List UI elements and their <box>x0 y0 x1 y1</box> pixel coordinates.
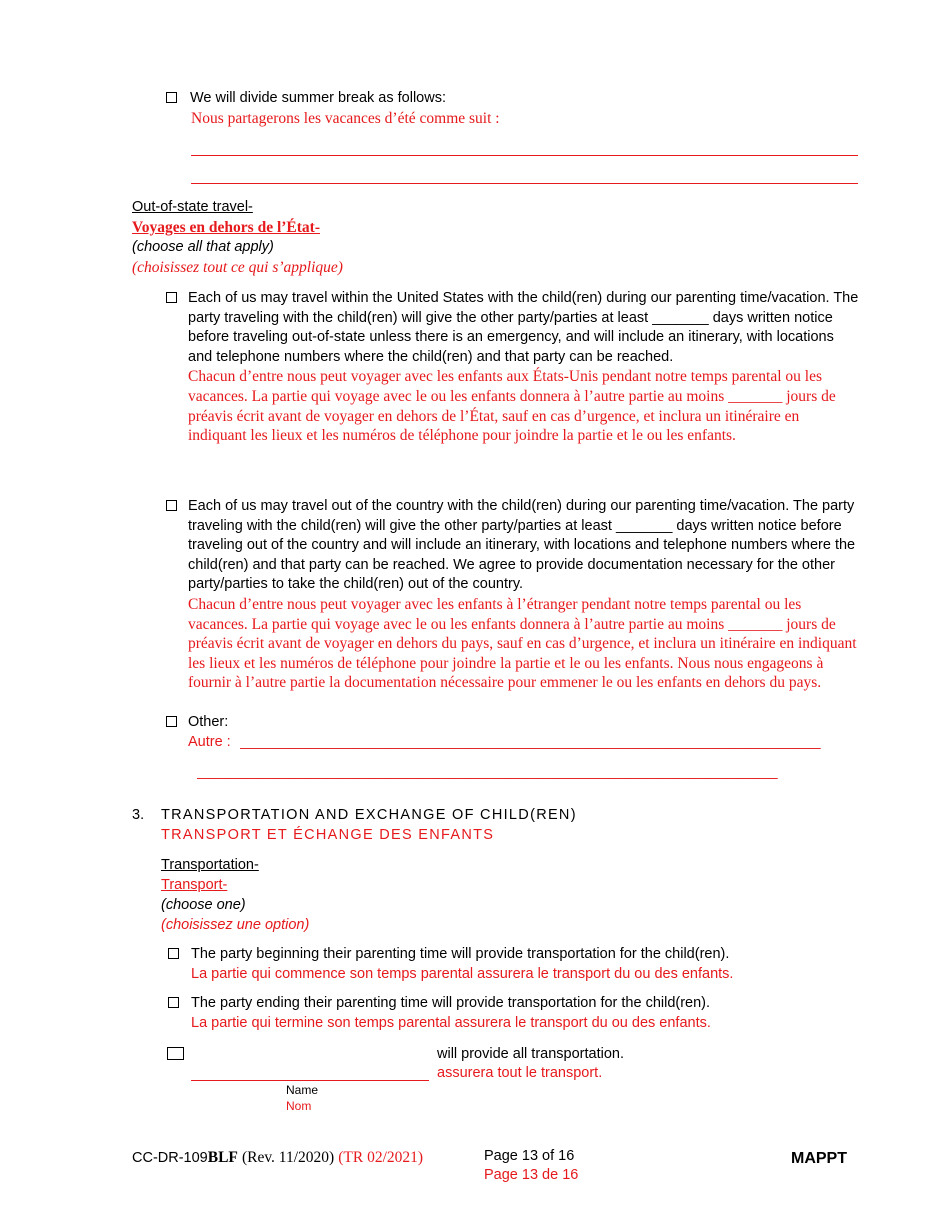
summer-break-label: We will divide summer break as follows: <box>190 90 446 106</box>
form-translation-revision: (TR 02/2021) <box>338 1149 424 1166</box>
transport-name-input-line[interactable] <box>191 1080 429 1081</box>
summer-break-input-line-1[interactable] <box>191 155 858 156</box>
transport-named-party-checkbox[interactable] <box>167 1047 184 1060</box>
form-code: MAPPT <box>791 1150 847 1167</box>
travel-domestic-checkbox[interactable] <box>166 292 177 303</box>
summer-break-input-line-2[interactable] <box>191 183 858 184</box>
travel-instruction: (choose all that apply) <box>132 239 274 255</box>
travel-domestic-text: Each of us may travel within the United States with the child(ren) during our parenting time/vacation. The party traveling with the child(ren) will give the other party/parties at least _______ days written notice before traveling out-of-state unless there is an emergency, and will include an itinerary, with locations and telephone numbers where the child(ren) and that party can be reached. Chacun d’entre nous peut voyager avec les enfants aux États-Unis pendant notre temps parental ou les vacances. La partie qui voyage avec le ou les enfants donnera à l’autre partie au moins _______ jours de préavis écrit avant de voyager en dehors de l’État, sauf en cas d’urgence, et inclura un itinéraire en indiquant les lieux et les numéros de téléphone pour joindre la partie et le ou les enfants. <box>188 290 859 445</box>
transport-named-party-label: will provide all transportation. <box>437 1046 624 1062</box>
transport-ending-label: The party ending their parenting time will provide transportation for the child(ren). <box>191 995 711 1011</box>
section-title: TRANSPORTATION AND EXCHANGE OF CHILD(REN) <box>161 807 577 823</box>
travel-heading: Out-of-state travel- <box>132 199 253 215</box>
section-title-fr: TRANSPORT ET ÉCHANGE DES ENFANTS <box>161 827 495 843</box>
page-number: Page 13 of 16 <box>484 1148 575 1164</box>
summer-break-label-fr: Nous partagerons les vacances d’été comme suit : <box>191 110 500 127</box>
travel-domestic-text-fr: Chacun d’entre nous peut voyager avec les enfants aux États-Unis pendant notre temps parental ou les vacances. La partie qui voyage avec le ou les enfants donnera à l’autre partie au moins _______ jours de préavis écrit avant de voyager en dehors de l’État, sauf en cas d’urgence, et inclura un itinéraire en indiquant les lieux et les numéros de téléphone pour joindre la partie et le ou les enfants. <box>188 368 836 445</box>
form-suffix: BLF <box>207 1149 238 1166</box>
travel-other-checkbox[interactable] <box>166 716 177 727</box>
travel-international-checkbox[interactable] <box>166 500 177 511</box>
transport-beginning-label: The party beginning their parenting time will provide transportation for the child(ren). <box>191 946 730 962</box>
travel-international-text: Each of us may travel out of the country with the child(ren) during our parenting time/vacation. The party traveling with the child(ren) will give the other party/parties at least _______ days written notice before traveling out of the country and will include an itinerary, with locations and telephone numbers where the child(ren) and that party can be reached. We agree to provide documentation necessary for the other party/parties to take the child(ren) out of the country. Chacun d’entre nous peut voyager avec les enfants à l’étranger pendant notre temps parental ou les vacances. La partie qui voyage avec le ou les enfants donnera à l’autre partie au moins _______ jours de préavis écrit avant de voyager en dehors du pays, sauf en cas d’urgence, et inclura un itinéraire en indiquant les lieux et les numéros de téléphone pour joindre la partie et le ou les enfants. Nous nous engageons à fournir à l’autre partie la documentation nécessaire pour emmener le ou les enfants en dehors du pays. <box>188 497 860 693</box>
name-caption: Name <box>286 1083 319 1097</box>
transport-beginning-checkbox[interactable] <box>168 948 179 959</box>
name-caption-fr: Nom <box>286 1099 312 1113</box>
transport-ending-checkbox[interactable] <box>168 997 179 1008</box>
travel-other-input-line-2[interactable]: ________________________________________________________________________ <box>197 764 778 780</box>
transportation-instruction-fr: (choisissez une option) <box>161 917 310 933</box>
travel-other-label-fr: Autre : <box>188 734 231 750</box>
form-identifier <box>132 1148 423 1169</box>
transport-ending-label-fr: La partie qui termine son temps parental assurera le transport du ou des enfants. <box>191 1015 711 1031</box>
travel-other-input-line-1[interactable]: ________________________________________________________________________ <box>240 734 821 750</box>
section-number: 3. <box>132 807 145 823</box>
summer-break-checkbox[interactable] <box>166 92 177 103</box>
travel-international-text-fr: Chacun d’entre nous peut voyager avec les enfants à l’étranger pendant notre temps parental ou les vacances. La partie qui voyage avec le ou les enfants donnera à l’autre partie au moins _______ jours de préavis écrit avant de voyager en dehors du pays, sauf en cas d’urgence, et inclura un itinéraire en indiquant les lieux et les numéros de téléphone pour joindre la partie et le ou les enfants. Nous nous engageons à fournir à l’autre partie la documentation nécessaire pour emmener le ou les enfants en dehors du pays. <box>188 595 857 692</box>
form-number: CC-DR-109 <box>132 1150 208 1166</box>
transport-named-party-label-fr: assurera tout le transport. <box>437 1065 603 1081</box>
transport-beginning-label-fr: La partie qui commence son temps parental assurera le transport du ou des enfants. <box>191 966 734 982</box>
transportation-heading: Transportation- <box>161 857 259 873</box>
travel-instruction-fr: (choisissez tout ce qui s’applique) <box>132 259 343 276</box>
page-number-fr: Page 13 de 16 <box>484 1167 579 1183</box>
transportation-instruction: (choose one) <box>161 897 246 913</box>
transportation-heading-fr: Transport- <box>161 877 228 893</box>
travel-heading-fr: Voyages en dehors de l’État- <box>132 219 321 236</box>
form-revision: (Rev. 11/2020) <box>241 1149 335 1166</box>
travel-other-label: Other: <box>188 714 229 730</box>
